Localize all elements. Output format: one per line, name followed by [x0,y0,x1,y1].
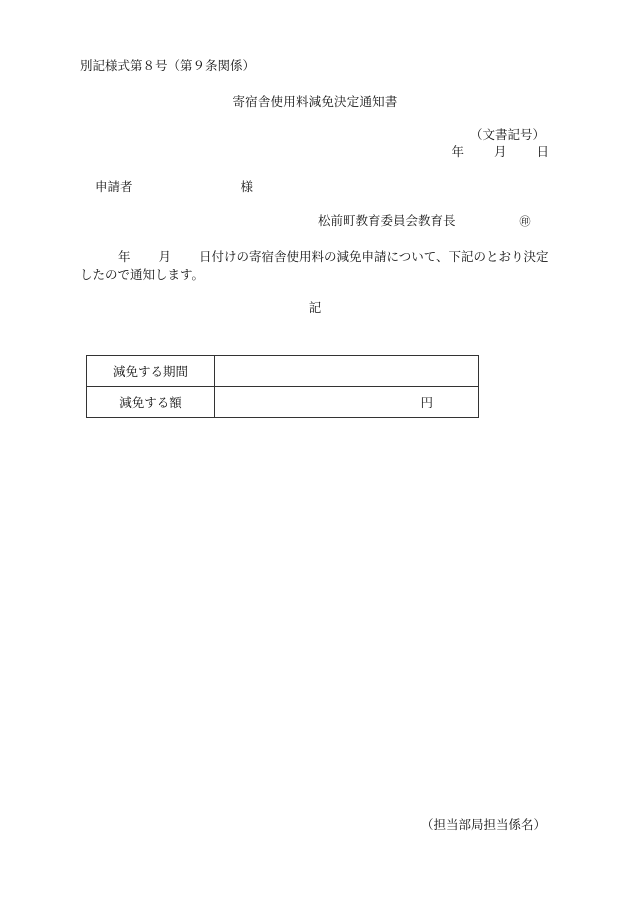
reduction-details-table [86,355,479,418]
ki-heading: 記 [308,300,322,315]
period-label: 減免する期間 [87,356,215,387]
body-month: 月 [158,249,172,264]
date-year: 年 [451,144,464,159]
notice-body [80,248,552,284]
date-month: 月 [493,144,507,159]
table-row [87,387,479,418]
contact-department: （担当部局担当係名） [420,817,546,832]
applicant-honorific: 様 [240,179,254,194]
applicant-line [95,181,253,194]
applicant-label: 申請者 [95,179,133,194]
issuer-name: 松前町教育委員会教育長 [318,213,456,228]
issue-date [451,146,549,159]
date-day: 日 [536,144,549,159]
document-reference: （文書記号） [469,127,545,142]
period-value [215,356,479,387]
table-row [87,356,479,387]
body-year: 年 [118,249,131,264]
form-number: 別記様式第８号（第９条関係） [80,58,256,73]
issuer-line [318,215,531,228]
seal-mark: ㊞ [519,215,531,228]
body-text: 日付けの寄宿舎使用料の減免申請について、下記のとおり決定したので通知します。 [80,249,549,282]
amount-label: 減免する額 [87,387,215,418]
document-title: 寄宿舎使用料減免決定通知書 [232,94,398,109]
amount-value: 円 [215,387,479,418]
